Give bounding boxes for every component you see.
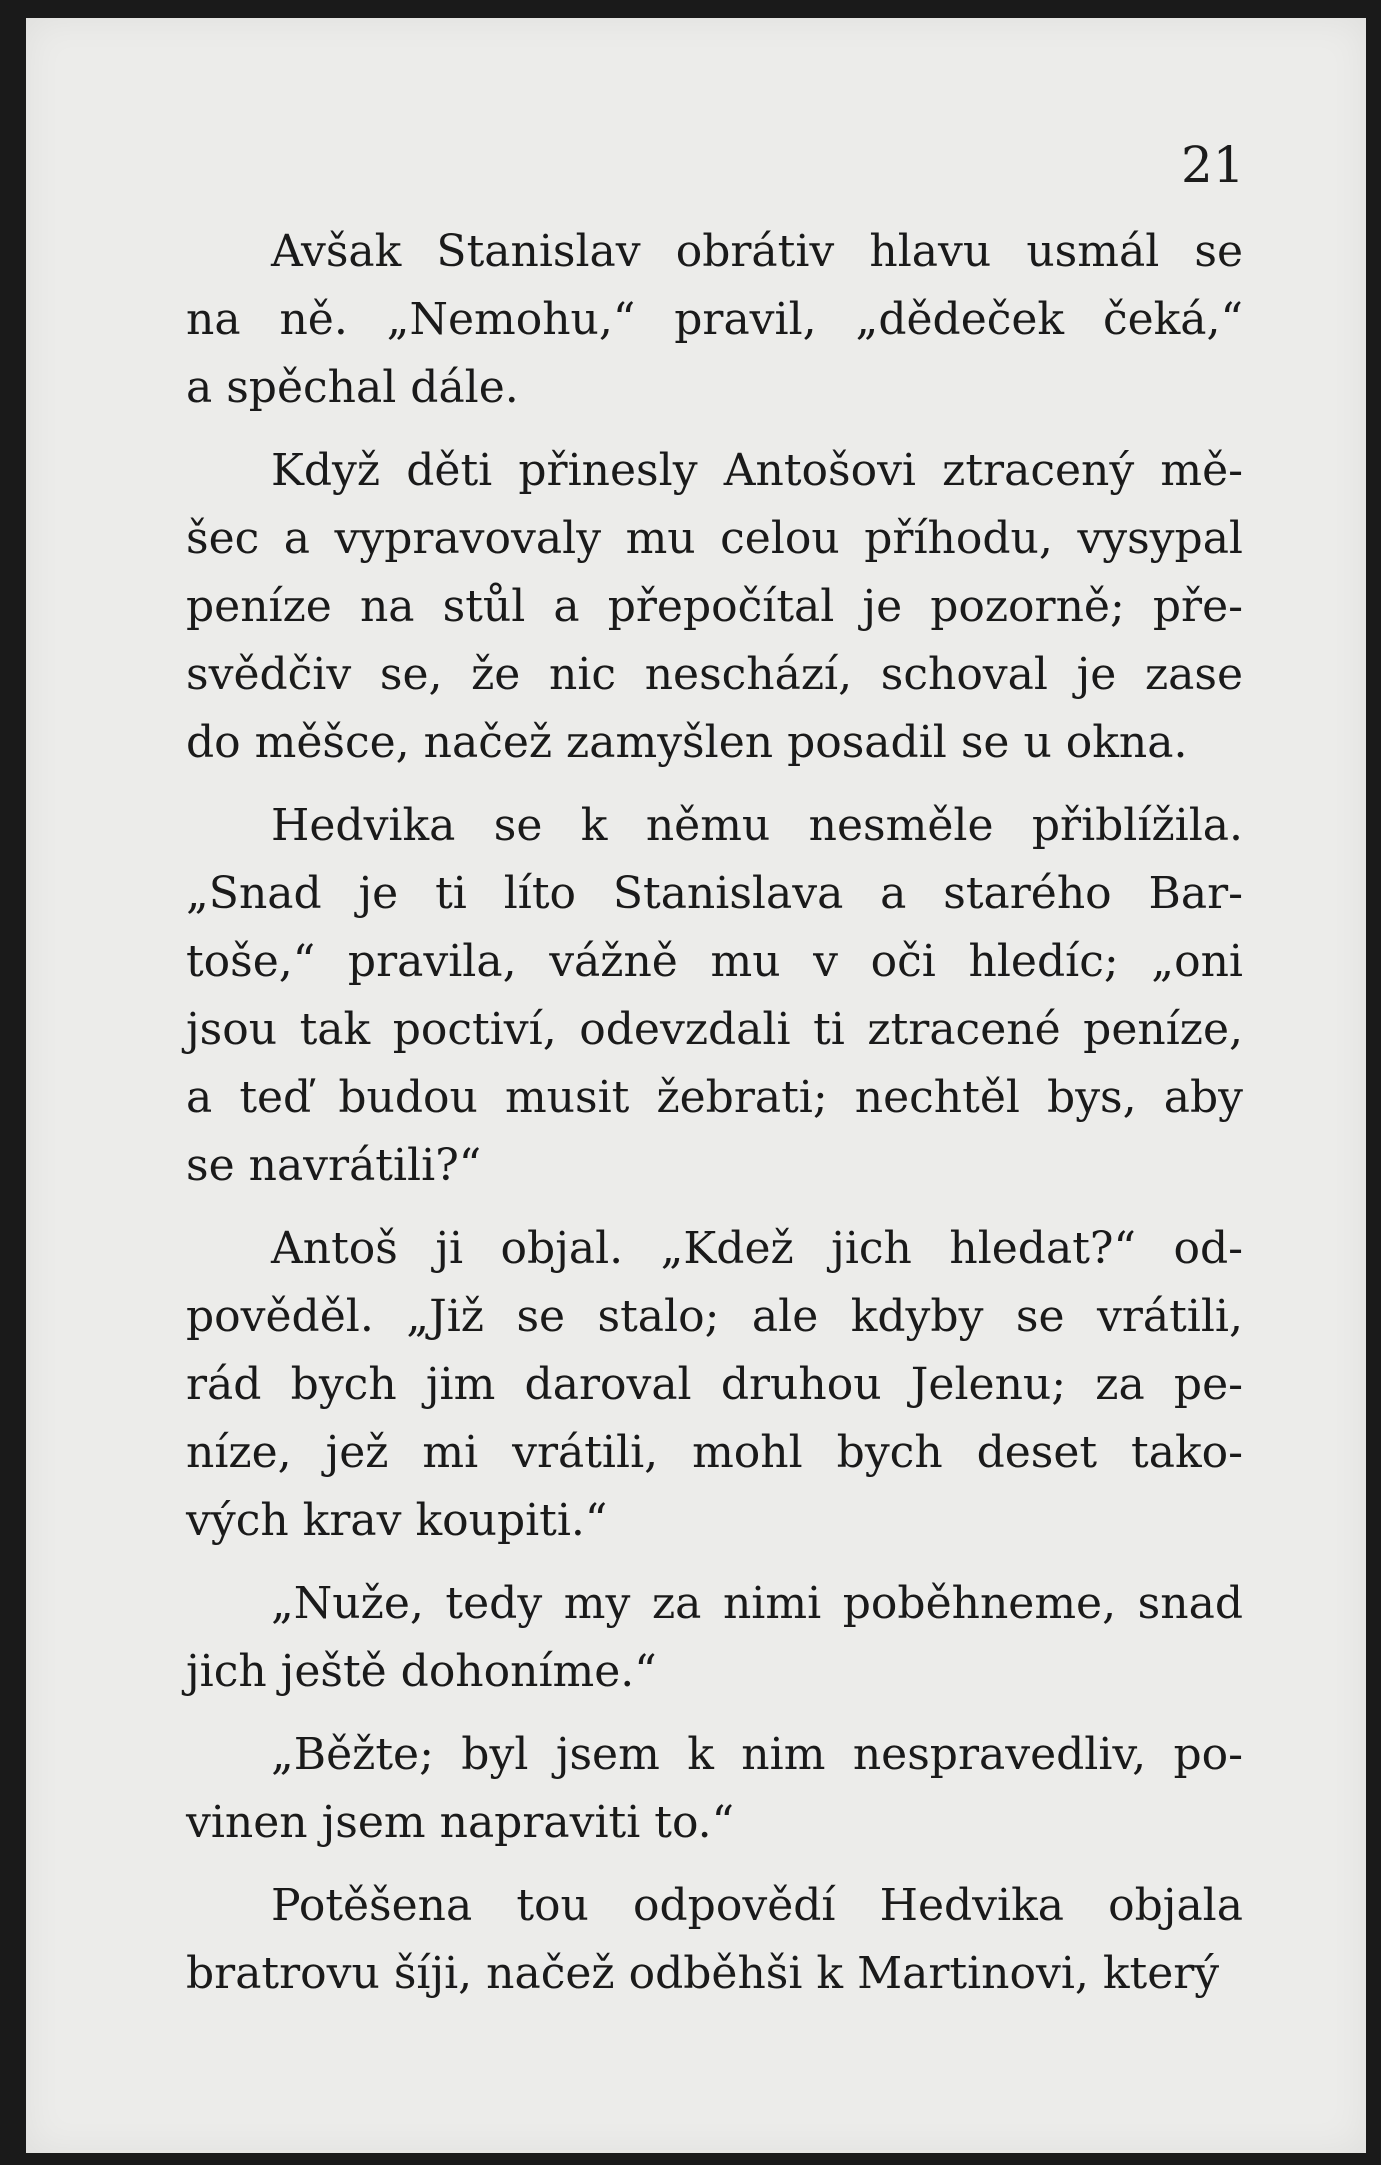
text-line: a teď budou musit žebrati; nechtěl bys, aby <box>186 1072 1243 1123</box>
body-text <box>186 218 1243 2008</box>
text-line: pověděl. „Již se stalo; ale kdyby se vrátili, <box>186 1291 1243 1342</box>
text-line: vých krav koupiti.“ <box>186 1495 608 1546</box>
text-line: Antoš ji objal. „Kdež jich hledat?“ od- <box>271 1223 1243 1274</box>
text-line: bratrovu šíji, načež odběhši k Martinovi, který <box>186 1948 1220 1999</box>
text-line: „Snad je ti líto Stanislava a starého Bar- <box>186 868 1243 919</box>
text-line: jsou tak poctiví, odevzdali ti ztracené peníze, <box>186 1004 1243 1055</box>
text-line: „Nuže, tedy my za nimi poběhneme, snad <box>271 1578 1243 1629</box>
page-number: 21 <box>1181 136 1245 194</box>
text-line: se navrátili?“ <box>186 1140 482 1191</box>
text-line: toše,“ pravila, vážně mu v oči hledíc; „oni <box>186 936 1243 987</box>
text-line: jich ještě dohoníme.“ <box>186 1646 657 1697</box>
text-line: peníze na stůl a přepočítal je pozorně; pře- <box>186 581 1243 632</box>
text-line: rád bych jim daroval druhou Jelenu; za pe- <box>186 1359 1243 1410</box>
paragraph <box>186 792 1243 1200</box>
paragraph <box>186 1721 1243 1857</box>
text-line: a spěchal dále. <box>186 362 519 413</box>
text-line: vinen jsem napraviti to.“ <box>186 1797 735 1848</box>
paragraph <box>186 437 1243 777</box>
text-line: Hedvika se k němu nesměle přiblížila. <box>271 800 1243 851</box>
text-line: svědčiv se, že nic neschází, schoval je zase <box>186 649 1243 700</box>
book-page <box>26 18 1366 2153</box>
paragraph <box>186 1215 1243 1555</box>
paragraph <box>186 1872 1243 2008</box>
paragraph <box>186 218 1243 422</box>
text-line: šec a vypravovaly mu celou příhodu, vysypal <box>186 513 1243 564</box>
paragraph <box>186 1570 1243 1706</box>
text-line: do měšce, načež zamyšlen posadil se u okna. <box>186 717 1188 768</box>
text-line: Avšak Stanislav obrátiv hlavu usmál se <box>271 226 1243 277</box>
text-line: Potěšena tou odpovědí Hedvika objala <box>271 1880 1243 1931</box>
text-line: Když děti přinesly Antošovi ztracený mě- <box>271 445 1243 496</box>
text-line: níze, jež mi vrátili, mohl bych deset tako- <box>186 1427 1243 1478</box>
text-line: na ně. „Nemohu,“ pravil, „dědeček čeká,“ <box>186 294 1243 345</box>
text-line: „Běžte; byl jsem k nim nespravedliv, po- <box>271 1729 1243 1780</box>
